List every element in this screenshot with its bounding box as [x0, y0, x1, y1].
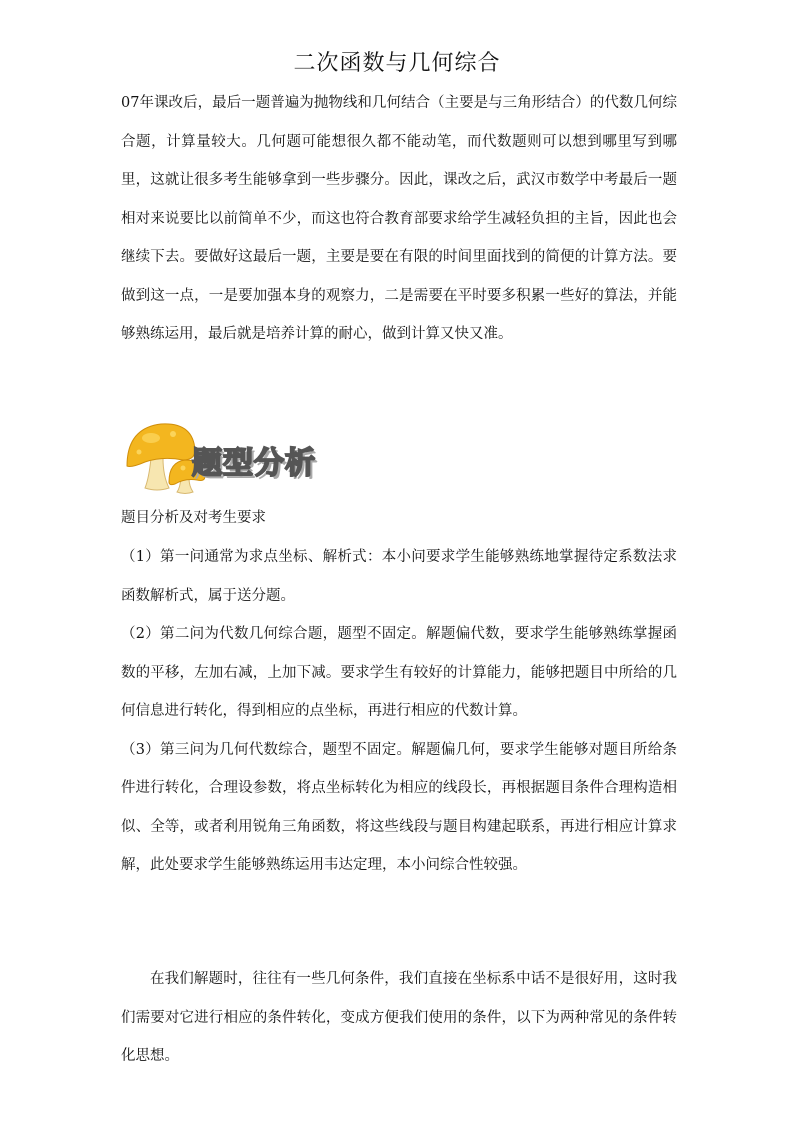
banner-label: 题型分析 [192, 446, 316, 481]
final-paragraph: 在我们解题时，往往有一些几何条件，我们直接在坐标系中话不是很好用，这时我们需要对它进行相应的条件转化，变成方便我们使用的条件，以下为两种常见的条件转化思想。 [121, 971, 677, 1064]
page-title: 二次函数与几何综合 [293, 51, 501, 76]
list-item: （1）第一问通常为求点坐标、解析式：本小问要求学生能够熟练地掌握待定系数法求函数解析式，属于送分题。 [121, 549, 677, 604]
intro-paragraph: 07年课改后，最后一题普遍为抛物线和几何结合（主要是与三角形结合）的代数几何综合题，计算量较大。几何题可能想很久都不能动笔，而代数题则可以想到哪里写到哪里，这就让很多考生能够拿到一些步骤分。因此，课改之后，武汉市数学中考最后一题相对来说要比以前简单不少，而这也符合教育部要求给学生减轻负担的主旨，因此也会继续下去。要做好这最后一题，主要是要在有限的时间里面找到的简便的计算方法。要做到这一点，一是要加强本身的观察力，二是需要在平时要多积累一些好的算法，并能够熟练运用，最后就是培养计算的耐心，做到计算又快又准。 [121, 95, 677, 342]
section-label: 题目分析及对考生要求 [121, 510, 266, 526]
requirement-list [121, 538, 677, 885]
list-item: （3）第三问为几何代数综合，题型不固定。解题偏几何，要求学生能够对题目所给条件进行转化，合理设参数，将点坐标转化为相应的线段长，再根据题目条件合理构造相似、全等，或者利用锐角三角函数，将这些线段与题目构建起联系，再进行相应计算求解，此处要求学生能够熟练运用韦达定理，本小问综合性较强。 [121, 741, 677, 873]
list-item: （2）第二问为代数几何综合题，题型不固定。解题偏代数，要求学生能够熟练掌握函数的平移，左加右减，上加下减。要求学生有较好的计算能力，能够把题目中所给的几何信息进行转化，得到相应的点坐标，再进行相应的代数计算。 [121, 626, 677, 719]
